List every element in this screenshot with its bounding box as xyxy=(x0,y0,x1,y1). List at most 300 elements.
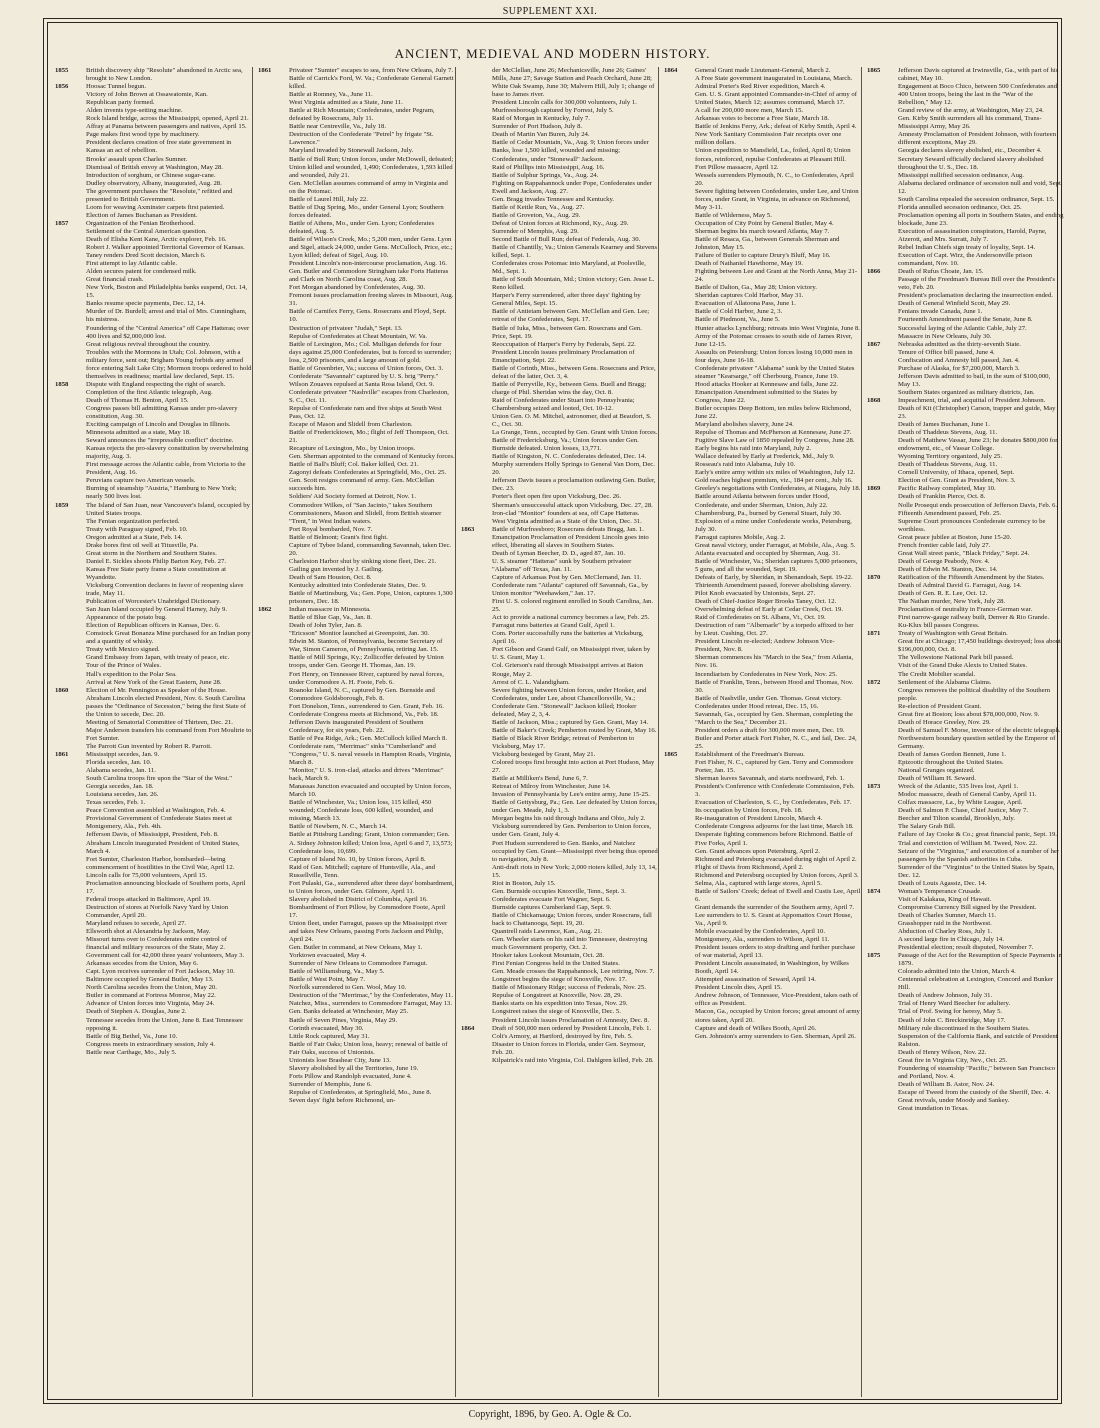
entry-text: Battle of Missionary Ridge; success of Federals, Nov. 25. xyxy=(492,984,646,992)
history-entry xyxy=(866,679,1064,687)
history-entry xyxy=(663,381,861,389)
history-entry xyxy=(866,357,1064,365)
history-entry xyxy=(866,1105,1064,1113)
history-entry xyxy=(663,807,861,815)
entry-text: Battle of Greenbrier, Va.; success of Union forces, Oct. 3. xyxy=(289,364,444,372)
history-entry xyxy=(866,928,1064,936)
history-entry xyxy=(257,445,455,453)
history-entry xyxy=(866,308,1064,316)
history-entry xyxy=(257,204,455,220)
entry-text: Sherman begins his march toward Atlanta, May 7. xyxy=(695,227,830,235)
entry-text: Great Wall street panic, "Black Friday," Sept. 24. xyxy=(898,549,1030,557)
entry-text: Soldiers' Aid Society formed at Detroit, Nov. 1. xyxy=(289,493,417,501)
entry-text: Morgan begins his raid through Indiana and Ohio, July 2. xyxy=(492,815,646,823)
entry-text: Death of James Gordon Bennett, June 1. xyxy=(898,750,1007,758)
entry-text: Battle of Bull Run; Union forces, under McDowell, defeated; Union killed and wounded, 1,490; Confederates, 1,593 killed and wounded, July 21. xyxy=(289,155,454,179)
history-entry xyxy=(460,840,658,864)
history-entry xyxy=(866,807,1064,815)
entry-text: General Grant made Lieutenant-General, March 2. xyxy=(695,67,831,74)
entry-text: Colfax massacre, La., by White League, April. xyxy=(898,799,1023,807)
entry-text: Advance of Union forces into Virginia, May 24. xyxy=(86,1000,215,1008)
history-entry xyxy=(460,976,658,984)
history-entry xyxy=(663,912,861,928)
entry-text: Montgomery, Ala., surrenders to Wilson, April 11. xyxy=(695,936,830,944)
entry-text: Proclamation announcing blockade of Southern ports, April 17. xyxy=(86,879,246,895)
entry-text: Proclamation of neutrality in Franco-German war. xyxy=(898,606,1033,614)
history-entry xyxy=(663,614,861,622)
history-entry xyxy=(257,654,455,670)
entry-text: Alabama secedes, Jan. 11. xyxy=(86,767,156,775)
history-entry xyxy=(54,172,252,180)
entry-text: Incendiarism by Confederates in New York, Nov. 25. xyxy=(695,670,838,678)
entry-text: Atlanta evacuated and occupied by Sherman, Aug. 31. xyxy=(695,549,841,557)
entry-text: Battle of Winchester, Va.; Union loss, 115 killed, 450 wounded; Confederate loss, 600 killed, wounded, and missing, March 13. xyxy=(289,799,433,823)
entry-text: Election of James Buchanan as President. xyxy=(86,211,198,219)
history-entry xyxy=(663,228,861,236)
history-entry xyxy=(663,421,861,429)
history-entry xyxy=(257,920,455,944)
entry-text: Col. Grierson's raid through Mississippi arrives at Baton Rouge, May 2. xyxy=(492,662,643,678)
history-entry xyxy=(54,252,252,260)
entry-text: Affray at Panama between passengers and natives, April 15. xyxy=(86,123,247,131)
history-entry xyxy=(663,759,861,775)
history-entry xyxy=(54,671,252,679)
history-entry xyxy=(866,1065,1064,1081)
history-entry xyxy=(866,783,1064,791)
entry-text: Battle of Blue Gap, Va., Jan. 8. xyxy=(289,614,372,622)
entry-text: Surrender of Memphis, June 6. xyxy=(289,1080,372,1088)
entry-text: Rebel Indian Chiefs sign treaty of loyalty, Sept. 14. xyxy=(898,244,1036,252)
entry-year: 1866 xyxy=(867,268,881,276)
entry-text: Battle of Groveton, Va., Aug. 29. xyxy=(492,211,581,219)
history-entry xyxy=(663,751,861,759)
entry-text: Colorado admitted into the Union, March 4. xyxy=(898,968,1016,976)
history-entry xyxy=(460,888,658,896)
history-entry xyxy=(54,518,252,526)
entry-text: Battle of Carrick's Ford, W. Va.; Confederate General Garnett killed. xyxy=(289,75,454,91)
history-entry xyxy=(460,896,658,904)
entry-text: Desperate fighting commences before Richmond. Battle of Five Forks, April 1. xyxy=(695,831,853,847)
history-entry xyxy=(866,147,1064,155)
entry-text: Gen. Butler in command, at New Orleans, May 1. xyxy=(289,944,423,952)
entry-year: 1859 xyxy=(55,501,69,509)
entry-text: Death of Henry Wilson, Nov. 22. xyxy=(898,1048,987,1056)
entry-text: Dismissal of British envoy at Washington, May 28. xyxy=(86,163,223,171)
history-entry xyxy=(54,260,252,268)
history-entry xyxy=(257,968,455,976)
entry-text: Macon, Ga., occupied by Union forces; great amount of army stores taken, April 20. xyxy=(695,1008,860,1024)
history-entry xyxy=(460,936,658,952)
history-entry xyxy=(257,904,455,920)
history-entry xyxy=(460,646,658,662)
history-entry xyxy=(866,606,1064,614)
history-entry xyxy=(866,904,1064,912)
entry-year: 1856 xyxy=(55,83,69,91)
entry-text: Greeley's negotiations with Confederates, at Niagara, July 18. xyxy=(695,485,861,493)
entry-text: Slavery abolished by all the Territories, June 19. xyxy=(289,1064,419,1072)
history-entry xyxy=(663,172,861,188)
entry-text: Great inundation in Texas. xyxy=(898,1105,969,1113)
entry-year: 1864 xyxy=(461,1024,475,1032)
entry-text: Vicksburg besieged by Grant, May 21. xyxy=(492,750,596,758)
history-entry xyxy=(866,333,1064,341)
entry-text: Battle of Baker's Creek; Pemberton routed by Grant, May 16. xyxy=(492,726,657,734)
history-entry xyxy=(460,984,658,992)
column-5 xyxy=(866,67,1064,1397)
history-entry xyxy=(54,759,252,767)
entry-text: Re-election of President Grant. xyxy=(898,702,982,710)
entry-text: Surrender of the "Virginius" to the United States by Spain, Dec. 12. xyxy=(898,863,1055,879)
entry-text: Emancipation Amendment submitted to the States by Congress, June 22. xyxy=(695,388,838,404)
history-entry xyxy=(257,743,455,767)
history-entry xyxy=(460,880,658,888)
history-entry xyxy=(257,67,455,75)
entry-text: Jefferson Davis captured at Irwinsville, Ga., with part of his cabinet, May 10. xyxy=(898,67,1059,83)
entry-text: Escape of Tweed from the custody of the Sheriff, Dec. 4. xyxy=(898,1088,1051,1096)
entry-text: Fremont issues proclamation freeing slaves in Missouri, Aug. 31. xyxy=(289,292,454,308)
history-entry xyxy=(663,445,861,453)
history-entry xyxy=(663,872,861,880)
entry-text: Exciting campaign of Lincoln and Douglas in Illinois. xyxy=(86,421,231,429)
history-entry xyxy=(257,284,455,292)
entry-text: Capture of Arkansas Post by Gen. McClernand, Jan. 11. xyxy=(492,573,642,581)
history-entry xyxy=(663,582,861,590)
entry-text: Hood attacks Hooker at Kennesaw and falls, June 22. xyxy=(695,380,838,388)
entry-year: 1867 xyxy=(867,340,881,348)
history-entry xyxy=(257,156,455,180)
history-entry xyxy=(460,735,658,751)
entry-text: Burning of steamship "Austria," Hamburg to New York; nearly 500 lives lost. xyxy=(86,485,237,501)
entry-text: Battle of Dug Spring, Mo., under General Lyon; Southern forces defeated. xyxy=(289,203,444,219)
entry-text: President's Conference with Confederate Commission, Feb. 3. xyxy=(695,783,855,799)
history-entry xyxy=(663,574,861,582)
history-entry xyxy=(866,992,1064,1000)
entry-text: Death of Kit (Christopher) Carson, trapper and guide, May 23. xyxy=(898,404,1056,421)
entry-text: Texas secedes, Feb. 1. xyxy=(86,799,146,807)
entry-text: Death of Elisha Kent Kane, Arctic explorer, Feb. 16. xyxy=(86,235,227,243)
entry-text: Battle of Lexington, Mo.; Col. Mulligan defends for four days against 25,000 Confederates, but is forced to surrender; loss, 2,500 prisoners, and a large amount of gold. xyxy=(289,340,452,364)
entry-text: Organization of the Fenian Brotherhood. xyxy=(86,219,195,227)
entry-text: Selma, Ala., captured with large stores, April 5. xyxy=(695,879,822,887)
history-entry xyxy=(54,1008,252,1016)
history-entry xyxy=(866,180,1064,196)
history-entry xyxy=(866,156,1064,172)
history-entry xyxy=(460,598,658,614)
entry-text: Tenure of Office bill passed, June 4. xyxy=(898,348,995,356)
history-entry xyxy=(460,534,658,550)
entry-text: Vicksburg surrendered by Gen. Pemberton to Union forces, under Gen. Grant, July 4. xyxy=(492,823,652,839)
history-entry xyxy=(54,1033,252,1041)
entry-text: Arkansas votes to become a Free State, March 18. xyxy=(695,115,830,123)
entry-text: Raid of Gen. Mitchell; capture of Huntsville, Ala., and Russellville, Tenn. xyxy=(289,863,435,879)
history-entry xyxy=(663,453,861,461)
entry-text: Repulse of Confederates, at Springfield, Mo., June 8. xyxy=(289,1088,432,1096)
entry-text: Death of Louis Agassiz, Dec. 14. xyxy=(898,879,987,887)
entry-text: Meeting of Senatorial Committee of Thirteen, Dec. 21. xyxy=(86,718,233,726)
entry-text: The Parrott Gun invented by Robert R. Parrott. xyxy=(86,742,212,750)
history-entry xyxy=(663,936,861,944)
history-entry xyxy=(866,896,1064,904)
entry-text: Battle of Chickamauga; Union forces, under Rosecrans, fall back to Chattanooga, Sept. 19, 20. xyxy=(492,911,652,927)
entry-text: Election of Mr. Pennington as Speaker of the House. xyxy=(86,686,227,694)
entry-text: Death of General Winfield Scott, May 29. xyxy=(898,300,1011,308)
entry-text: Hall's expedition to the Polar Sea. xyxy=(86,670,177,678)
history-entry xyxy=(257,461,455,469)
entry-text: Edwin M. Stanton, of Pennsylvania, become Secretary of War, Simon Cameron, of Pennsylvania, retiring Jan. 15. xyxy=(289,638,443,654)
entry-text: Successful laying of the Atlantic Cable, July 27. xyxy=(898,324,1027,332)
entry-text: Centennial celebration at Lexington, Concord and Bunker Hill. xyxy=(898,976,1054,992)
history-entry xyxy=(54,1041,252,1049)
history-entry xyxy=(866,429,1064,437)
history-entry xyxy=(663,534,861,542)
entry-text: Richmond and Petersburg occupied by Union forces, April 3. xyxy=(695,871,859,879)
history-entry xyxy=(663,856,861,864)
history-entry xyxy=(866,614,1064,622)
entry-text: Confederate ram, "Merrimac" sinks "Cumberland" and "Congress," U. S. naval vessels in Hampton Roads, Virginia, March 8. xyxy=(289,742,452,767)
entry-text: Page makes first wood type by machinery. xyxy=(86,131,200,139)
history-entry xyxy=(866,292,1064,300)
entry-text: der McClellan, June 26; Mechanicsville, June 26; Gaines' Mills, June 27; Savage Station and Peach Orchard, June 28; White Oak Swamp, June 30; Malvern Hill, July 1; change of base to James river. xyxy=(492,67,655,99)
history-entry xyxy=(54,783,252,791)
history-entry xyxy=(866,880,1064,888)
history-entry xyxy=(663,437,861,445)
history-entry xyxy=(460,437,658,453)
entry-text: Battle of Martinsburg, Va.; Gen. Pope, Union, captures 1,300 prisoners, Dec. 18. xyxy=(289,590,453,606)
entry-text: Battle of Dalton, Ga., May 28; Union victory. xyxy=(695,284,817,292)
history-entry xyxy=(866,1057,1064,1065)
entry-text: Pacific Railway completed, May 10. xyxy=(898,485,996,493)
entry-text: Battle of Newbern, N. C., March 14. xyxy=(289,823,387,831)
entry-year: 1875 xyxy=(867,952,881,960)
entry-text: Gen. McClellan assumes command of army in Virginia and on the Potomac. xyxy=(289,179,448,195)
history-entry xyxy=(663,123,861,131)
entry-text: Privateer "Sumter" escapes to sea, from New Orleans, July 7. xyxy=(289,67,454,74)
history-entry xyxy=(257,502,455,526)
history-entry xyxy=(54,300,252,308)
history-entry xyxy=(54,767,252,775)
history-entry xyxy=(663,429,861,437)
history-entry xyxy=(663,469,861,477)
entry-text: Republican party formed. xyxy=(86,99,155,107)
entry-text: Gen. Banks defeated at Winchester, May 25. xyxy=(289,1008,409,1016)
entry-text: Tour of the Prince of Wales. xyxy=(86,662,162,670)
history-entry xyxy=(54,831,252,839)
entry-text: Grand review of the army, at Washington, May 23, 24. xyxy=(898,107,1044,115)
history-entry xyxy=(54,687,252,695)
history-entry xyxy=(257,220,455,236)
history-entry xyxy=(866,566,1064,574)
entry-text: Indian massacre in Minnesota. xyxy=(289,606,371,614)
history-entry xyxy=(460,719,658,727)
history-entry xyxy=(663,904,861,912)
entry-text: Destruction of the "Merrimac," by the Confederates, May 11. xyxy=(289,992,453,1000)
history-entry xyxy=(866,67,1064,83)
entry-text: Slavery abolished in District of Columbia, April 16. xyxy=(289,895,428,903)
entry-text: Death of Martin Van Buren, July 24. xyxy=(492,131,590,139)
entry-text: Nolle Prosequi ends prosecution of Jefferson Davis, Feb. 6. xyxy=(898,501,1058,509)
entry-text: Battle of Sailors' Creek; defeat of Ewell and Custis Lee, April 6. xyxy=(695,887,861,903)
history-entry xyxy=(460,381,658,397)
entry-text: Failure of Jay Cooke & Co.; great financial panic, Sept. 19. xyxy=(898,831,1057,839)
entry-text: Second Battle of Bull Run; defeat of Federals, Aug. 30. xyxy=(492,235,641,243)
entry-text: Early begins his raid into Maryland, July 2. xyxy=(695,445,812,453)
history-entry xyxy=(460,662,658,678)
entry-text: Riot in Boston, July 15. xyxy=(492,879,556,887)
entry-text: Gen. Bragg invades Tennessee and Kentucky. xyxy=(492,195,615,203)
entry-text: Fort Morgan abandoned by Confederates, Aug. 30. xyxy=(289,284,426,292)
history-entry xyxy=(663,848,861,856)
history-entry xyxy=(54,461,252,477)
history-entry xyxy=(257,196,455,204)
entry-text: Northwestern boundary question settled by the Emperor of Germany. xyxy=(898,734,1056,750)
history-entry xyxy=(663,220,861,228)
entry-text: Death of John C. Breckinridge, May 17. xyxy=(898,1016,1006,1024)
entry-text: Overwhelming defeat of Early at Cedar Creek, Oct. 19. xyxy=(695,606,843,614)
entry-text: Passage of the Act for the Resumption of Specie Payments in 1879. xyxy=(898,952,1062,968)
entry-text: Battle at Rich Mountain; Confederates, under Pegram, defeated by Rosecrans, July 11. xyxy=(289,107,435,123)
entry-text: Mississippi nullified secession ordinance, Aug. xyxy=(898,171,1024,179)
history-entry xyxy=(54,91,252,99)
entry-text: Farragut captures Mobile, Aug. 2. xyxy=(695,533,786,541)
history-entry xyxy=(54,156,252,164)
entry-year: 1869 xyxy=(867,485,881,493)
entry-text: Fort Sumter, Charleston Harbor, bombarded—being commencement of hostilities in the Civil War, April 12. xyxy=(86,855,235,871)
history-entry xyxy=(460,823,658,839)
entry-text: Completion of the first Atlantic telegraph, Aug. xyxy=(86,388,213,396)
entry-text: Repulse of Longstreet at Knoxville, Nov. 28, 29. xyxy=(492,992,623,1000)
history-entry xyxy=(663,333,861,349)
entry-text: Confederate ram "Atlanta" captured off Savannah, Ga., by Union monitor "Weehawken," Jan. 17. xyxy=(492,582,649,598)
entry-text: First Fenian Congress held in the United States. xyxy=(492,960,620,968)
entry-text: Baltimore occupied by General Butler, May 13. xyxy=(86,976,214,984)
entry-text: Great fire at Boston; loss about $78,000,000, Nov. 9. xyxy=(898,710,1040,718)
history-entry xyxy=(257,1073,455,1081)
columns xyxy=(54,67,1064,1397)
history-entry xyxy=(663,638,861,654)
entry-text: President orders a draft for 300,000 more men, Dec. 19. xyxy=(695,726,845,734)
entry-text: Repulse of Confederate ram and five ships at South West Pass, Oct. 12. xyxy=(289,404,442,421)
entry-text: Act to provide a national currency becomes a law, Feb. 25. xyxy=(492,614,650,622)
entry-text: British discovery ship "Resolute" abandoned in Arctic sea, brought to New London. xyxy=(86,67,243,83)
history-entry xyxy=(460,1000,658,1008)
history-entry xyxy=(460,228,658,236)
entry-text: First message across the Atlantic cable, from Victoria to the President, Aug. 16. xyxy=(86,461,246,477)
entry-text: Loom for weaving Axminster carpets first patented. xyxy=(86,203,225,211)
entry-text: President Lincoln issues Proclamation of Amnesty, Dec. 8. xyxy=(492,1016,650,1024)
history-entry xyxy=(54,397,252,405)
entry-text: Battle of Laurel Hill, July 22. xyxy=(289,195,368,203)
history-entry xyxy=(460,341,658,349)
history-entry xyxy=(257,984,455,992)
history-entry xyxy=(54,284,252,300)
entry-text: Union fleet, under Farragut, passes up the Mississippi river and takes New Orleans, passing Forts Jackson and Philip, April 24. xyxy=(289,919,448,944)
history-entry xyxy=(257,1065,455,1073)
history-entry xyxy=(257,373,455,381)
history-entry xyxy=(54,614,252,622)
entry-text: Port Royal bombarded, Nov. 7. xyxy=(289,525,373,533)
entry-text: Treaty with Paraguay signed, Feb. 10. xyxy=(86,525,188,533)
entry-text: Appearance of the potato bug. xyxy=(86,614,167,622)
history-entry xyxy=(460,493,658,501)
entry-text: Rock Island bridge, across the Mississippi, opened, April 21. xyxy=(86,115,249,123)
history-entry xyxy=(460,131,658,139)
history-entry xyxy=(460,429,658,437)
history-entry xyxy=(54,791,252,799)
history-entry xyxy=(54,421,252,429)
entry-text: Fighting on Rappahannock under Pope, Confederates under Ewell and Jackson, Aug. 27. xyxy=(492,179,652,195)
history-entry xyxy=(257,526,455,534)
entry-text: Execution of Capt. Wirz, the Andersonville prison commandant, Nov. 10. xyxy=(898,252,1033,268)
entry-text: Jefferson Davis admitted to bail, in the sum of $100,000, May 13. xyxy=(898,372,1051,388)
history-entry xyxy=(460,67,658,99)
entry-text: Porter's fleet open fire upon Vicksburg, Dec. 26. xyxy=(492,493,622,501)
entry-text: Thirteenth Amendment passed, forever abolishing slavery. xyxy=(695,582,852,589)
history-entry xyxy=(663,654,861,670)
entry-text: President's proclamation declaring the insurrection ended. xyxy=(898,292,1053,300)
history-entry xyxy=(257,614,455,622)
entry-text: Evacuation of Allatoona Pass, June 1. xyxy=(695,300,796,308)
history-entry xyxy=(866,228,1064,244)
history-entry xyxy=(663,212,861,220)
entry-text: Death of Horace Greeley, Nov. 29. xyxy=(898,718,991,726)
entry-text: Suspension of the California Bank, and suicide of President Ralston. xyxy=(898,1032,1058,1048)
entry-text: Confederate privateer "Nashville" escapes from Charleston, S. C., Oct. 11. xyxy=(289,388,449,404)
entry-text: Trial of Prof. Swing for heresy, May 5. xyxy=(898,1008,1003,1016)
history-entry xyxy=(866,687,1064,703)
entry-text: West Virginia admitted as a State of the Union, Dec. 31. xyxy=(492,517,642,525)
history-entry xyxy=(866,767,1064,775)
history-entry xyxy=(54,751,252,759)
entry-text: Fenians invade Canada, June 1. xyxy=(898,308,983,316)
history-entry xyxy=(663,91,861,107)
entry-text: Dispute with England respecting the right of search. xyxy=(86,380,226,388)
entry-text: Fourteenth Amendment passed the Senate, June 8. xyxy=(898,316,1033,324)
history-entry xyxy=(54,896,252,904)
entry-text: Cornell University, of Ithaca, opened, Sept. xyxy=(898,469,1015,477)
entry-text: Fighting between Lee and Grant at the North Anna, May 21-24. xyxy=(695,268,858,284)
history-entry xyxy=(866,1033,1064,1049)
entry-text: Gen. Grant advances upon Petersburg, April 2. xyxy=(695,847,820,855)
entry-text: A second large fire in Chicago, July 14. xyxy=(898,936,1004,944)
history-entry xyxy=(257,469,455,477)
history-entry xyxy=(866,936,1064,944)
history-entry xyxy=(663,888,861,904)
entry-text: Maryland abolishes slavery, June 24. xyxy=(695,421,794,429)
history-entry xyxy=(257,429,455,445)
entry-text: Abduction of Charley Ross, July 1. xyxy=(898,928,993,936)
entry-text: Battle of Cedar Mountain, Va., Aug. 9; Union forces under Banks, lose 1,500 killed, wounded and missing; Confederates, under "Stonewall" Jackson. xyxy=(492,139,649,163)
entry-text: Emancipation Proclamation of President Lincoln goes into effect, liberating all slaves in Southern States. xyxy=(492,533,649,549)
entry-text: Hunter attacks Lynchburg; retreats into West Virginia, June 8. xyxy=(695,324,860,332)
entry-text: Harper's Ferry surrendered, after three days' fighting by General Miles, Sept. 15. xyxy=(492,292,641,308)
history-entry xyxy=(460,453,658,461)
history-entry xyxy=(866,590,1064,598)
entry-text: Death of Matthew Vassar, June 23; he donates $800,000 for endowment, etc., of Vassar College. xyxy=(898,437,1058,453)
history-entry xyxy=(257,123,455,131)
history-entry xyxy=(460,550,658,558)
history-entry xyxy=(257,477,455,493)
entry-text: Battle of Seven Pines, Virginia, May 29. xyxy=(289,1016,398,1024)
entry-text: Seward announces the "irrepressible conflict" doctrine. xyxy=(86,437,234,445)
entry-text: Commodore Wilkes, of "San Jacinto," takes Southern Commissioners, Mason and Slidell, from British steamer "Trent," in West Indian waters. xyxy=(289,501,442,525)
history-entry xyxy=(460,164,658,172)
entry-text: Southern States organized as military districts, Jan. xyxy=(898,388,1035,396)
entry-text: Battle of Wilson's Creek, Mo.; 5,200 men, under Gens. Lyon and Sigel, attack 24,000, under Gens. McCulloch, Price, etc.; Lyon killed; defeat of Sigel, Aug. 10. xyxy=(289,235,453,260)
history-entry xyxy=(460,510,658,518)
history-entry xyxy=(257,566,455,574)
history-entry xyxy=(866,534,1064,542)
entry-text: Farragut runs batteries at Grand Gulf, April 1. xyxy=(492,622,615,630)
